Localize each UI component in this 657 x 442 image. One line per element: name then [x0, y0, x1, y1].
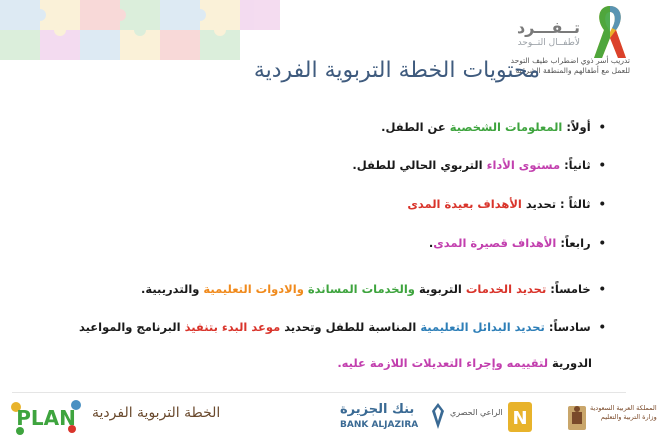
bullet-icon: •: [598, 120, 606, 134]
ministry-logo-icon: [566, 402, 588, 434]
list-item-text: والادوات التعليمية: [203, 282, 304, 296]
list-item-text: خامساً:: [546, 282, 591, 296]
list-item: [352, 158, 606, 172]
logo-title: تــفـــرد: [516, 18, 580, 37]
list-item-text: تحديد الخدمات: [465, 282, 547, 296]
list-item: [407, 197, 606, 211]
list-item-text: .: [428, 236, 434, 250]
list-item-text: الأهداف قصيرة المدى: [433, 236, 557, 250]
plan-logo: [6, 395, 86, 439]
list-item-text: عن الطفل.: [381, 120, 450, 134]
list-item-text: الأهداف بعيدة المدى: [407, 197, 522, 211]
list-item-text: المناسبة للطفل وتحديد: [280, 320, 421, 334]
list-item-text: البرنامج والمواعيد: [78, 320, 185, 334]
ministry-line-2: وزارة التربية والتعليم: [600, 413, 657, 421]
list-item-text: ثالثاً : تحديد: [521, 197, 591, 211]
puzzle-background: [0, 0, 300, 60]
list-item-text: الدورية: [548, 356, 592, 370]
list-item-text: التربوي الحالي للطفل.: [352, 158, 487, 172]
bank-logo-icon: [430, 401, 446, 431]
svg-text:N: N: [512, 408, 528, 429]
list-item: [381, 120, 606, 134]
slide-title: محتويات الخطة التربوية الفردية: [253, 58, 540, 83]
bank-name-en: BANK ALJAZIRA: [340, 420, 419, 430]
list-item: [429, 236, 606, 250]
logo-subtitle: لأطفــال التــوحد: [517, 38, 580, 48]
bullet-icon: •: [598, 236, 606, 250]
list-item-text: والخدمات المساندة: [307, 282, 415, 296]
list-item-text: لتقييمه وإجراء التعديلات اللازمة عليه.: [337, 356, 549, 370]
list-item-text: موعد البدء بتنفيذ: [184, 320, 281, 334]
list-item-text: ثانياً:: [560, 158, 591, 172]
bullet-icon: •: [598, 158, 606, 172]
logo-line-1: تدريب أسر ذوي اضطراب طيف التوحد: [510, 56, 630, 65]
list-item-text: والتدريبية.: [141, 282, 204, 296]
ministry-label: [590, 404, 657, 422]
bullet-icon: •: [598, 282, 606, 296]
list-item: [141, 282, 606, 296]
sponsor-label: الراعي الحصري: [450, 408, 503, 417]
list-item-text: التربوية: [414, 282, 466, 296]
list-item-text: تحديد البدائل التعليمية: [420, 320, 545, 334]
list-item: [337, 356, 592, 370]
list-item-text: مستوى الأداء: [486, 158, 561, 172]
footer-divider: [12, 392, 626, 393]
list-item-text: أولاً:: [562, 120, 591, 134]
bank-name-ar: بنك الجزيرة: [340, 402, 415, 417]
list-item-text: رابعاً:: [556, 236, 591, 250]
bullet-icon: •: [598, 197, 606, 211]
n-logo-icon: [506, 400, 534, 434]
plan-logo-text: PLAN: [16, 406, 76, 430]
bullet-icon: •: [598, 320, 606, 334]
list-item: [79, 320, 606, 334]
logo-line-2: للعمل مع أطفالهم والمنطقة الشرقية: [515, 66, 630, 75]
awareness-ribbon-icon: [590, 2, 630, 62]
ministry-line-1: المملكة العربية السعودية: [590, 404, 657, 412]
list-item-text: سادساً:: [544, 320, 591, 334]
footer-title: الخطة التربوية الفردية: [92, 405, 221, 421]
list-item-text: المعلومات الشخصية: [449, 120, 563, 134]
